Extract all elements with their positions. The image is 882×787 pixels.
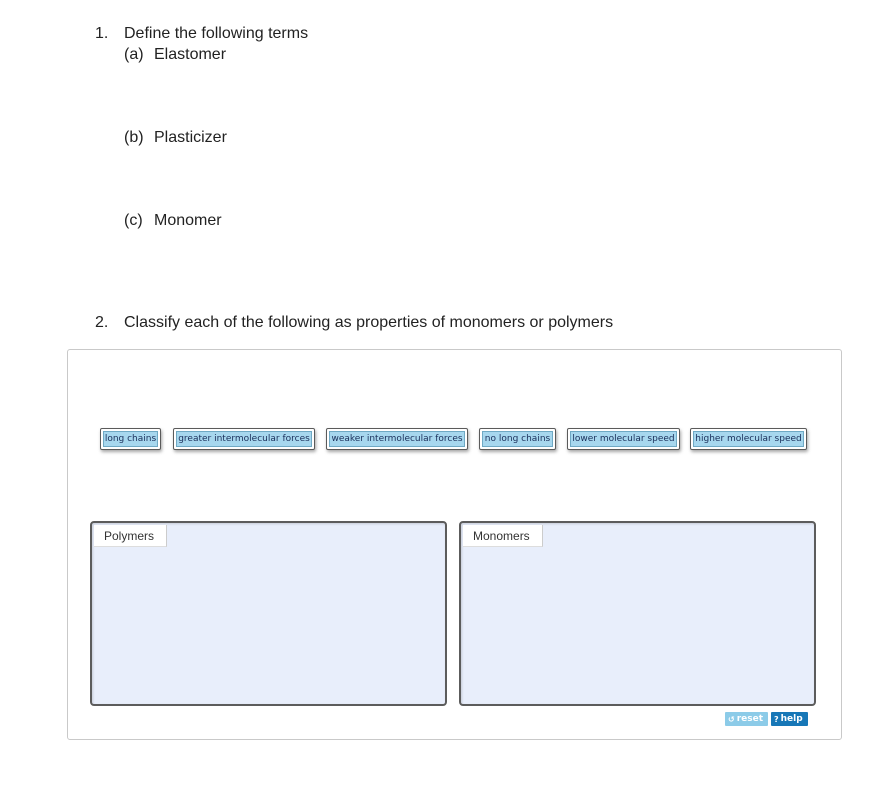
chip-weaker-intermolecular-forces[interactable] — [326, 428, 468, 450]
chip-label: lower molecular speed — [570, 431, 677, 447]
help-button[interactable] — [771, 712, 808, 726]
term-monomer — [124, 212, 222, 230]
question-1-number: 1. — [95, 25, 109, 42]
reset-button[interactable] — [725, 712, 768, 726]
term-elastomer — [124, 46, 226, 64]
term-text: Elastomer — [154, 46, 227, 63]
chip-label: greater intermolecular forces — [176, 431, 312, 447]
chip-no-long-chains[interactable] — [479, 428, 556, 450]
term-label: (a) — [124, 46, 144, 63]
chip-label: long chains — [103, 431, 158, 447]
chip-long-chains[interactable] — [100, 428, 161, 450]
help-label: help — [780, 714, 803, 724]
question-2-number: 2. — [95, 314, 109, 331]
chip-greater-intermolecular-forces[interactable] — [173, 428, 315, 450]
polymers-drop-zone[interactable] — [90, 521, 447, 706]
chip-label: higher molecular speed — [693, 431, 804, 447]
polymers-label: Polymers — [94, 525, 167, 547]
chip-label: no long chains — [482, 431, 553, 447]
term-text: Plasticizer — [154, 129, 227, 146]
reset-icon: ↺ — [728, 714, 735, 724]
question-2-text: Classify each of the following as properties of monomers or polymers — [124, 314, 614, 331]
term-text: Monomer — [154, 212, 222, 229]
question-1-text: Define the following terms — [124, 25, 309, 42]
term-label: (b) — [124, 129, 144, 146]
monomers-drop-zone[interactable] — [459, 521, 816, 706]
chip-higher-molecular-speed[interactable] — [690, 428, 807, 450]
chip-label: weaker intermolecular forces — [329, 431, 465, 447]
chip-lower-molecular-speed[interactable] — [567, 428, 680, 450]
help-icon: ? — [774, 714, 779, 724]
term-label: (c) — [124, 212, 143, 229]
reset-label: reset — [736, 714, 764, 724]
term-plasticizer — [124, 129, 227, 147]
monomers-label: Monomers — [463, 525, 543, 547]
